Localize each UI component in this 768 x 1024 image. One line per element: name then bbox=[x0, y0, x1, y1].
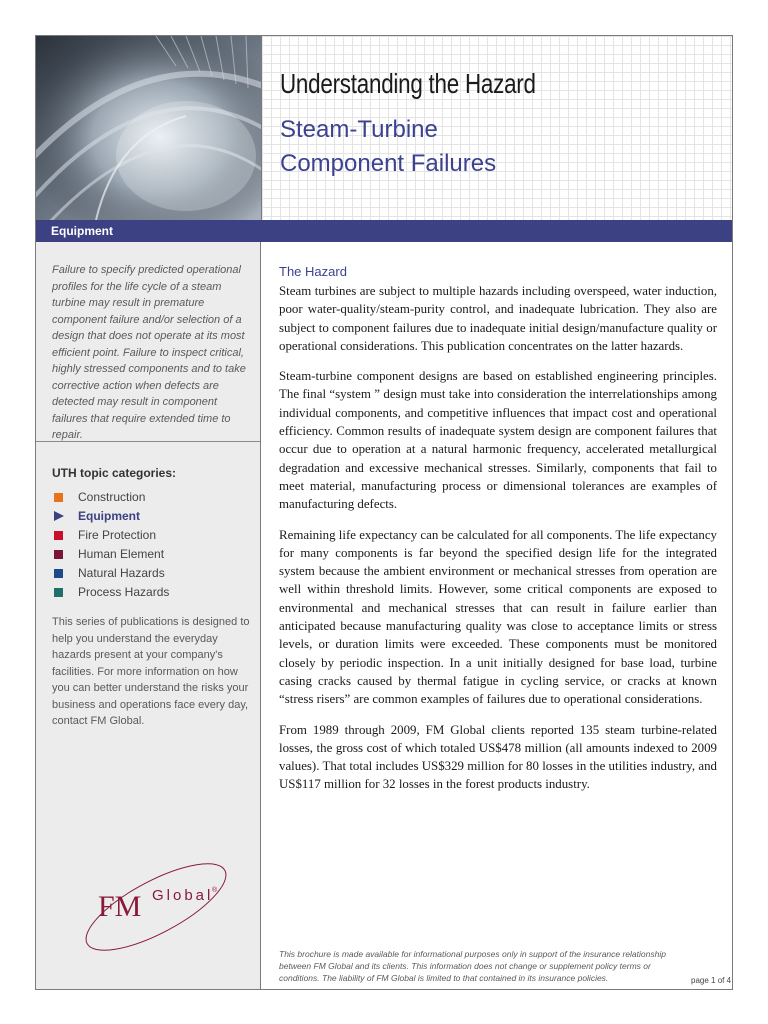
title-area bbox=[261, 36, 733, 220]
paragraph: From 1989 through 2009, FM Global clients reported 135 steam turbine-related losses, the gross cost of which totaled US$478 million (all amounts indexed to 2009 values). That total includes US$329 million for 80 losses in the utilities industry, and US$117 million for 32 losses in the forest products industry. bbox=[279, 722, 717, 792]
document-subtitle-line-2: Component Failures bbox=[280, 150, 497, 177]
logo-registered-mark: ® bbox=[212, 887, 218, 894]
square-bullet-icon bbox=[54, 550, 63, 559]
uth-category-label: Human Element bbox=[78, 547, 165, 561]
logo-global-text: Global bbox=[152, 887, 214, 904]
uth-category-item[interactable] bbox=[52, 507, 169, 526]
square-bullet-icon bbox=[54, 588, 63, 597]
fm-global-logo bbox=[76, 852, 236, 962]
sidebar-divider bbox=[36, 441, 260, 442]
series-description: This series of publications is designed to help you understand the everyday hazards present at your company's facilities. For more information on how you can better understand the risks your business and operations face every day, contact FM Global. bbox=[52, 616, 250, 727]
turbine-photo bbox=[36, 36, 261, 220]
paragraph: Remaining life expectancy can be calculated for all components. The life expectancy for many components is far beyond the specified design life for the integrated system because the ambient environment or mechanical stresses from operation are well within threshold limits. However, some critical components are exposed to environmental and mechanical stresses that can result in failure earlier than anticipated because manufacturing quality was close to acceptance limits or stress levels, or duration limits were exceeded. These components must be monitored closely by periodic inspection. In a unit initially designed for base load, turbine casing cracks caused by thermal fatigue in cycling service, or cracks at known “stress risers” are common examples of failures due to operational considerations. bbox=[279, 527, 717, 707]
paragraph: Steam-turbine component designs are based on established engineering principles. The final “system ” design must take into consideration the interrelationships among individual components, and competitive influences that impact cost and operational efficiency. Common results of inadequate system design are component failures that occur due to operation at a natural harmonic frequency, accelerated metallurgical degradation and excessive mechanical stresses. Similarly, components that fail to meet material, manufacturing process or dimensional tolerances are examples of manufacturing defects. bbox=[279, 369, 717, 512]
uth-category-label: Equipment bbox=[78, 509, 140, 523]
intro-summary: Failure to specify predicted operational profiles for the life cycle of a steam turbine may result in premature component failure and/or selection of a design that does not operate at its most efficient point. Failure to inspect critical, highly stressed components and to take corrective action when defects are detected may result in component failures that require extended time to repair. bbox=[52, 264, 246, 441]
category-label: Equipment bbox=[51, 224, 113, 238]
arrow-right-icon bbox=[54, 511, 64, 521]
document-title: Understanding the Hazard bbox=[280, 68, 536, 99]
uth-category-label: Fire Protection bbox=[78, 528, 157, 542]
square-bullet-icon bbox=[54, 493, 63, 502]
turbine-image bbox=[36, 36, 261, 220]
page-number: page 1 of 4 bbox=[691, 976, 732, 985]
category-band bbox=[36, 220, 733, 242]
uth-category-item[interactable] bbox=[52, 526, 169, 545]
document-subtitle-line-1: Steam-Turbine bbox=[280, 116, 438, 143]
body-text bbox=[279, 282, 717, 806]
sidebar bbox=[36, 242, 261, 990]
uth-category-label: Construction bbox=[78, 490, 146, 504]
uth-category-item[interactable] bbox=[52, 545, 169, 564]
uth-category-label: Process Hazards bbox=[78, 585, 170, 599]
disclaimer: This brochure is made available for informational purposes only in support of the insurance relationship between FM Global and its clients. This information does not change or supplement policy terms or conditions. The liability of FM Global is limited to that contained in its insurance policies. bbox=[279, 949, 666, 983]
square-bullet-icon bbox=[54, 531, 63, 540]
section-heading-the-hazard: The Hazard bbox=[279, 264, 347, 279]
uth-category-item[interactable] bbox=[52, 564, 169, 583]
uth-category-item[interactable] bbox=[52, 583, 169, 602]
uth-category-item[interactable] bbox=[52, 488, 169, 507]
document-page bbox=[35, 35, 733, 990]
uth-category-label: Natural Hazards bbox=[78, 566, 165, 580]
logo-fm-text: FM bbox=[98, 890, 142, 923]
uth-categories-heading: UTH topic categories: bbox=[52, 466, 177, 480]
uth-category-list bbox=[52, 488, 169, 602]
paragraph: Steam turbines are subject to multiple hazards including overspeed, water induction, poor water-quality/steam-purity control, and inadequate lubrication. They also are subject to component failures due to inadequate initial design/manufacture quality or operational considerations. This publication concentrates on the latter hazards. bbox=[279, 284, 717, 353]
square-bullet-icon bbox=[54, 569, 63, 578]
